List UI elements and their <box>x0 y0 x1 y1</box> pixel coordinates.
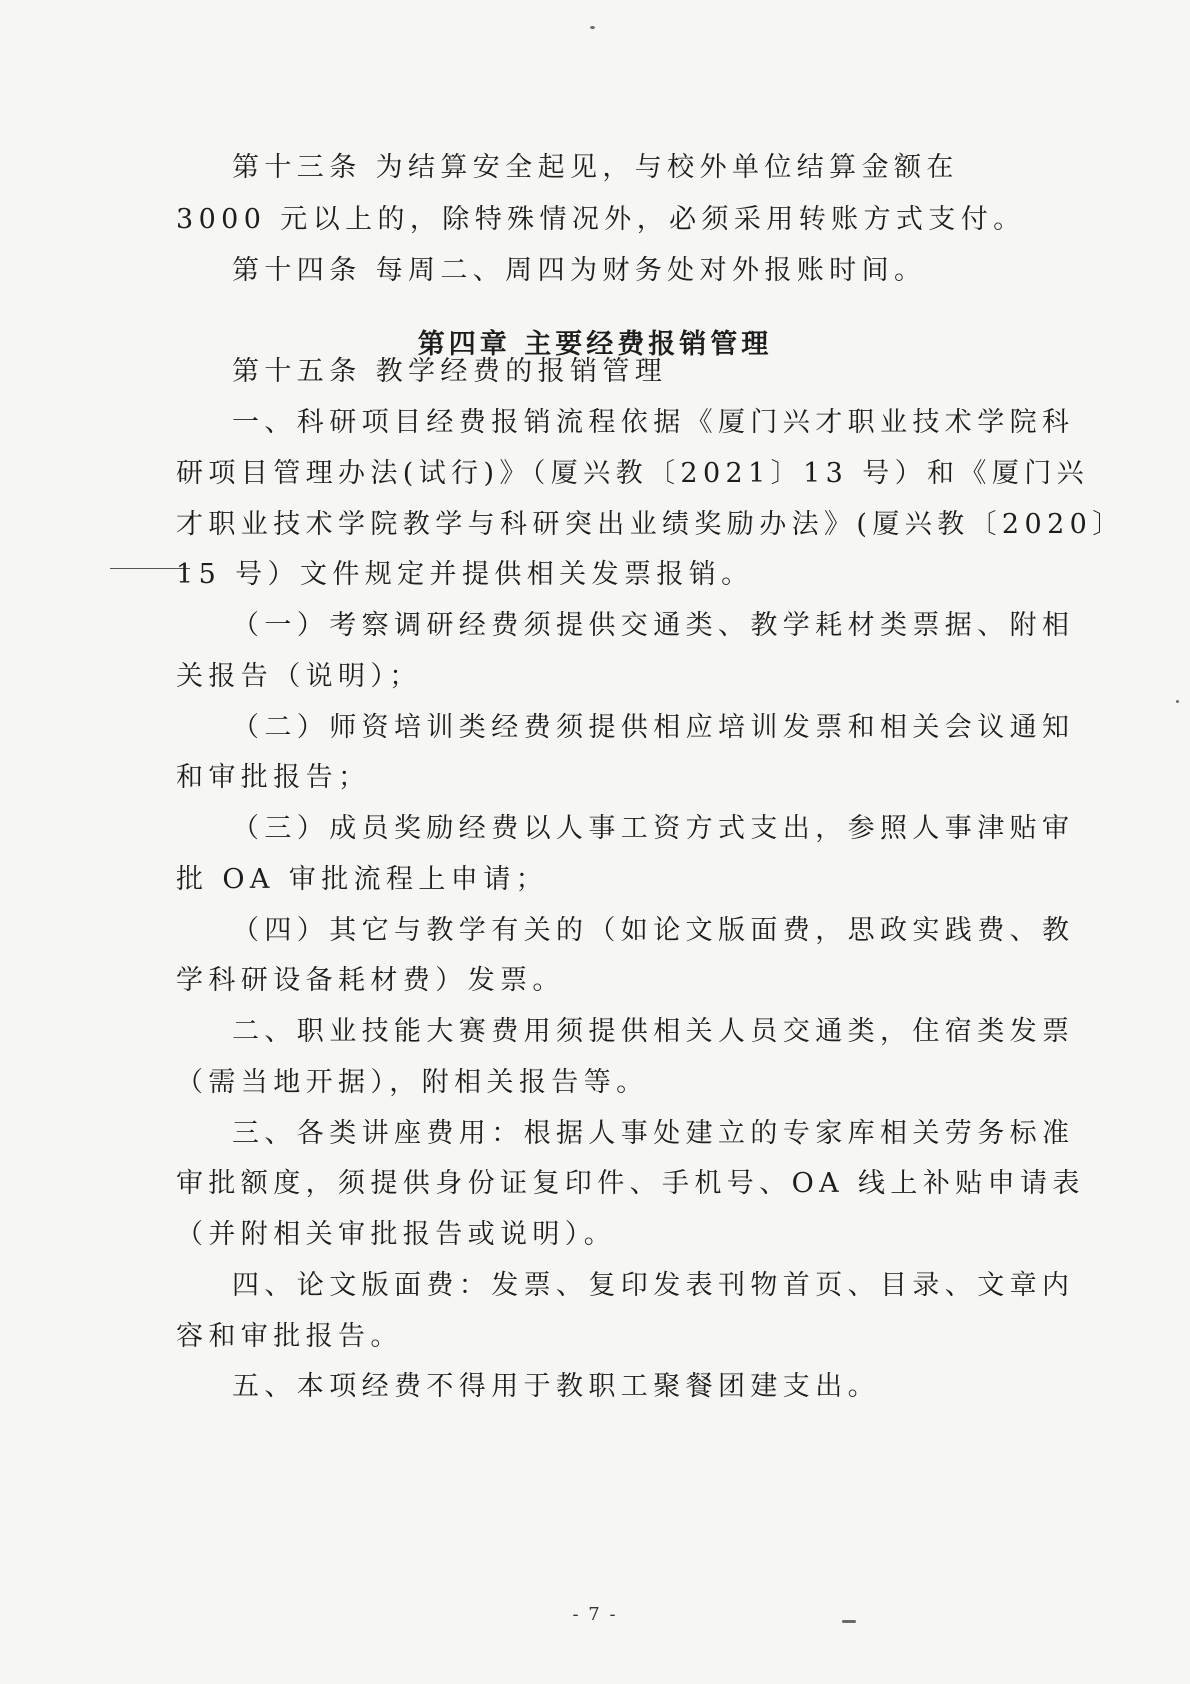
item-1-line-3: 才职业技术学院教学与科研突出业绩奖励办法》(厦兴教〔2020〕 <box>176 509 1125 540</box>
item-3-line-3: （并附相关审批报告或说明）。 <box>176 1219 617 1250</box>
page-number: - 7 - <box>572 1604 618 1625</box>
item-1-line-1: 一、科研项目经费报销流程依据《厦门兴才职业技术学院科 <box>232 407 1075 438</box>
item-4-line-2: 容和审批报告。 <box>176 1321 403 1352</box>
sub-2-line-2: 和审批报告； <box>176 762 371 793</box>
item-2-line-1: 二、职业技能大赛费用须提供相关人员交通类，住宿类发票 <box>232 1016 1075 1047</box>
scan-speck <box>590 26 595 29</box>
sub-4-line-1: （四）其它与教学有关的（如论文版面费，思政实践费、教 <box>232 915 1075 946</box>
article-14: 第十四条 每周二、周四为财务处对外报账时间。 <box>232 255 927 286</box>
sub-3-line-2: 批 OA 审批流程上申请； <box>176 864 548 895</box>
sub-2-line-1: （二）师资培训类经费须提供相应培训发票和相关会议通知 <box>232 712 1075 743</box>
sub-4-line-2: 学科研设备耗材费）发票。 <box>176 965 565 996</box>
scan-speck <box>842 1620 856 1623</box>
chapter-heading: 第四章 主要经费报销管理 <box>417 329 773 360</box>
sub-1-line-2: 关报告（说明）； <box>176 661 422 692</box>
article-13-line-1: 第十三条 为结算安全起见，与校外单位结算金额在 <box>232 152 959 183</box>
item-5: 五、本项经费不得用于教职工聚餐团建支出。 <box>232 1371 880 1402</box>
article-15-title: 第十五条 教学经费的报销管理 <box>232 356 668 387</box>
scan-speck <box>1176 700 1179 703</box>
article-13-line-2: 3000 元以上的，除特殊情况外，必须采用转账方式支付。 <box>176 204 1026 235</box>
item-2-line-2: （需当地开据），附相关报告等。 <box>176 1067 649 1098</box>
item-3-line-2: 审批额度，须提供身份证复印件、手机号、OA 线上补贴申请表 <box>176 1168 1085 1199</box>
item-4-line-1: 四、论文版面费：发票、复印发表刊物首页、目录、文章内 <box>232 1270 1075 1301</box>
sub-3-line-1: （三）成员奖励经费以人事工资方式支出，参照人事津贴审 <box>232 813 1075 844</box>
sub-1-line-1: （一）考察调研经费须提供交通类、教学耗材类票据、附相 <box>232 610 1075 641</box>
item-1-line-4: 15 号）文件规定并提供相关发票报销。 <box>176 559 754 590</box>
item-3-line-1: 三、各类讲座费用：根据人事处建立的专家库相关劳务标准 <box>232 1118 1075 1149</box>
item-1-line-2: 研项目管理办法(试行)》（厦兴教〔2021〕13 号）和《厦门兴 <box>176 458 1090 489</box>
